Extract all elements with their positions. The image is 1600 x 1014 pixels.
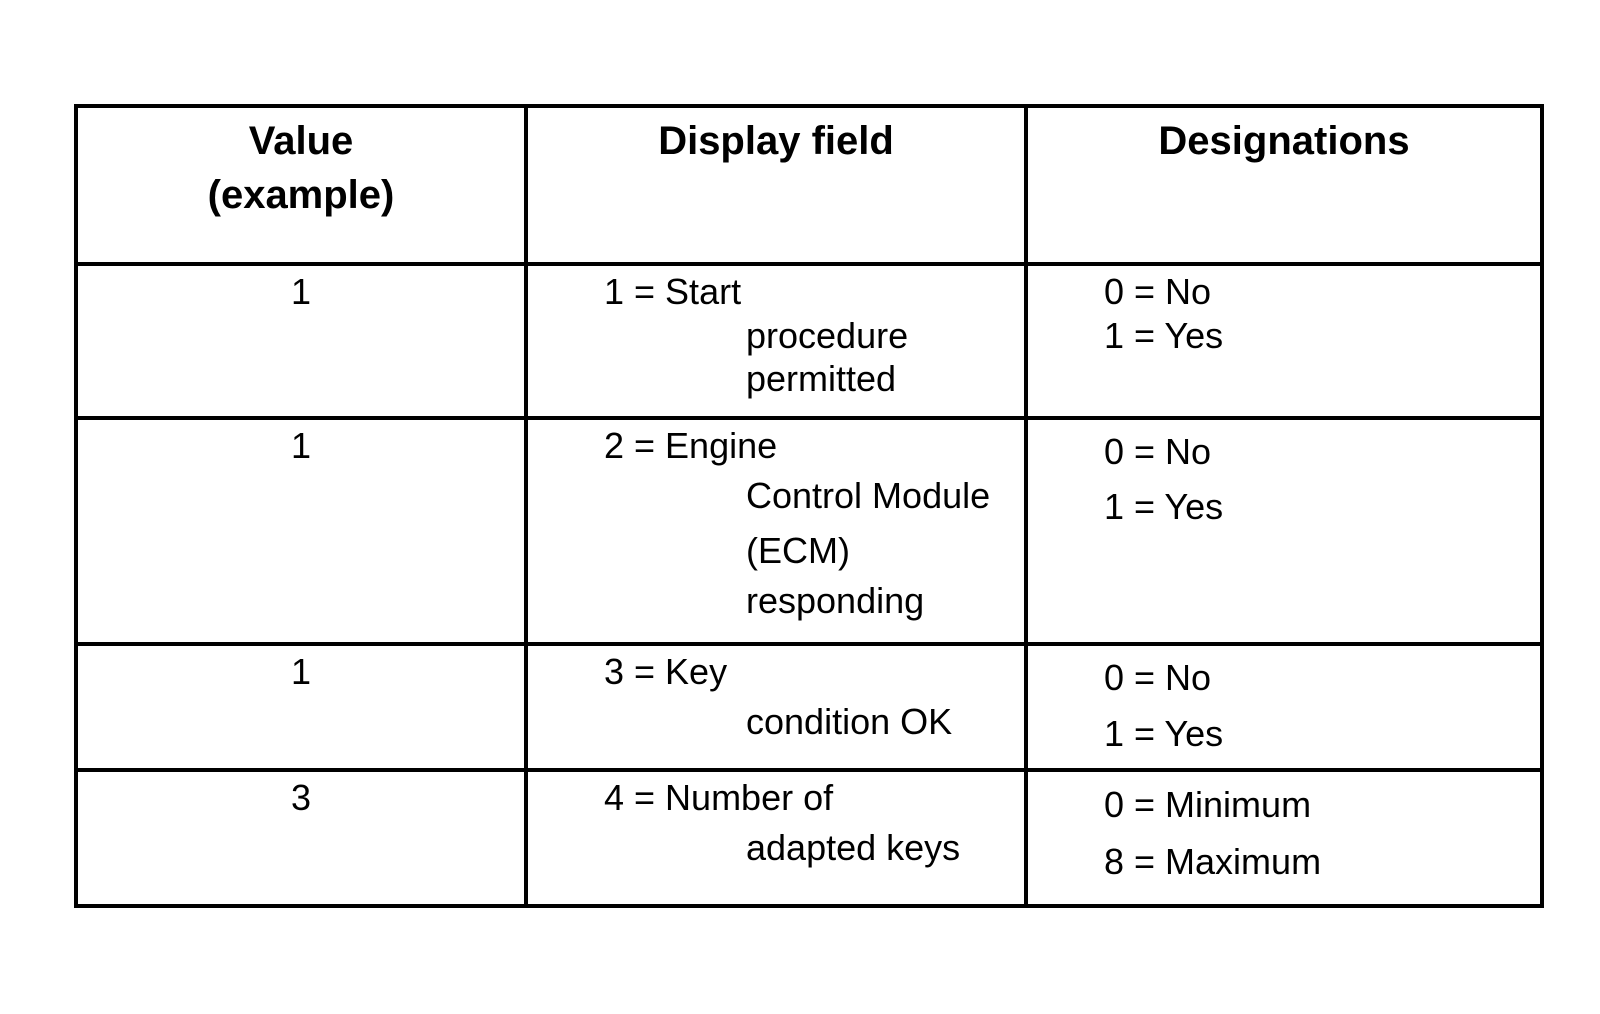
display-field-cell [526, 418, 1026, 644]
header-display-field: Display field [526, 106, 1026, 264]
designation-item: 1 = Yes [1104, 713, 1224, 754]
table-header-row [76, 106, 1542, 264]
display-field-lead: 2 = Engine [604, 425, 778, 466]
designation-item: 1 = Yes [1104, 315, 1224, 356]
display-field-continuation: (ECM) [746, 530, 850, 571]
display-field-cell [526, 264, 1026, 418]
value-cell: 1 [76, 644, 526, 770]
designations-cell [1026, 770, 1542, 906]
display-field-lead: 1 = Start [604, 271, 742, 312]
designations-cell [1026, 644, 1542, 770]
value-cell: 3 [76, 770, 526, 906]
designation-item: 8 = Maximum [1104, 841, 1322, 882]
designation-item: 0 = Minimum [1104, 784, 1312, 825]
display-field-continuation: responding [746, 580, 925, 621]
table-row [76, 644, 1542, 770]
display-field-continuation: adapted keys [746, 827, 961, 868]
designation-item: 0 = No [1104, 271, 1212, 312]
designation-item: 1 = Yes [1104, 486, 1224, 527]
designations-cell [1026, 418, 1542, 644]
display-field-continuation: procedure [746, 315, 909, 356]
value-cell: 1 [76, 418, 526, 644]
display-field-continuation: Control Module [746, 475, 991, 516]
header-value [76, 106, 526, 264]
table-row [76, 770, 1542, 906]
header-designations: Designations [1026, 106, 1542, 264]
designation-item: 0 = No [1104, 657, 1212, 698]
display-field-table [74, 104, 1544, 908]
table-row [76, 418, 1542, 644]
value-cell: 1 [76, 264, 526, 418]
display-field-cell [526, 644, 1026, 770]
display-field-cell [526, 770, 1026, 906]
display-field-continuation: condition OK [746, 701, 953, 742]
display-field-lead: 3 = Key [604, 651, 728, 692]
header-value-line2: (example) [207, 173, 395, 217]
header-value-line1: Value [248, 119, 354, 163]
display-field-continuation: permitted [746, 358, 897, 399]
designations-cell [1026, 264, 1542, 418]
display-field-lead: 4 = Number of [604, 777, 834, 818]
table-row [76, 264, 1542, 418]
designation-item: 0 = No [1104, 431, 1212, 472]
